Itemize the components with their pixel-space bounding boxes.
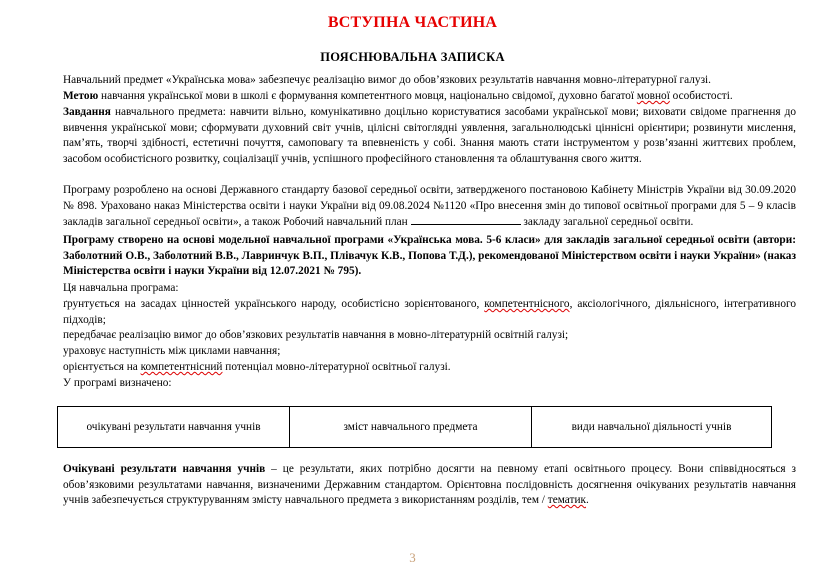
- li4-text-a: орієнтується на: [63, 361, 141, 373]
- defined-label: У програмі визначено:: [63, 377, 172, 389]
- page-number: 3: [409, 550, 416, 565]
- list-item-continuity: ураховує наступність між циклами навчання;: [63, 345, 281, 357]
- tasks-text: навчального предмета: навчити вільно, комунікативно доцільно користуватися засобами української мови; виховати свідоме прагнення до вивчення української мови; сформувати духовний світ учнів, цілісні світоглядні уявлення, загальнолюдські ціннісні орієнтири; розвинути мислення, пам’ять, творчі здібності, естетичні почуття, самоповагу та впевненість у собі. Знання мають стати інструментом у розв’язанні життєвих проблем, засобом особистісного розвитку, соціалізації учнів, успішного професійного становлення та облаштування свого життя.: [63, 106, 796, 165]
- expected-results-label: Очікувані результати навчання учнів: [63, 463, 266, 475]
- li1-text-a: ґрунтується на засадах цінностей українського народу, особистісно зорієнтованого,: [63, 298, 485, 310]
- basis-text-b: закладу загальної середньої освіти.: [520, 216, 694, 228]
- paragraph-goal: [63, 89, 796, 105]
- goal-text-a: навчання української мови в школі є формування компетентного мовця, національно свідомої, духовно багатої: [98, 90, 637, 102]
- li4-underlined: компетентнісний: [140, 361, 223, 373]
- model-program-text: Програму створено на основі модельної навчальної програми «Українська мова. 5-6 класи» для закладів загальної середньої освіти (автори: Заболотний О.В., Заболотний В.В., Лавринчук В.П., Плівачук К.В., Попова Т.Д.), рекомендованої Міністерством освіти і науки України» (наказ Міністерства освіти і науки України від 12.07.2021 № 795).: [63, 234, 796, 277]
- goal-text-underlined: мовної: [636, 90, 670, 102]
- li1-underlined: компетентнісного: [484, 298, 570, 310]
- expected-results-text-b: .: [585, 494, 589, 506]
- tasks-label: Завдання: [63, 106, 111, 118]
- expected-results-text-a: – це результати, яких потрібно досягти на певному етапі освітнього процесу. Вони співвідносяться з обов’язковими результатами навчання, визначеними Державним стандартом. Орієнтовна послідовність досягнення очікуваних результатів навчання учнів забезпечується структуруванням змісту навчального предмета з використанням розділів, тем /: [63, 463, 796, 506]
- li1-text-b: , аксіологічного, діяльнісного, інтегративного підходів;: [63, 298, 796, 326]
- blank-line: [411, 214, 521, 225]
- table-cell-activities: види навчальної діяльності учнів: [571, 421, 732, 433]
- basis-text-a: Програму розроблено на основі Державного стандарту базової середньої освіти, затвердженого постановою Кабінету Міністрів України від 30.09.2020 № 898. Ураховано наказ Міністерства освіти і науки України від 09.08.2024 №1120 «Про внесення змін до типової освітньої програми для 5 – 9 класів закладів загальної середньої освіти», а також Робочий навчальний план: [63, 184, 796, 228]
- program-intro: Ця навчальна програма:: [63, 282, 179, 294]
- paragraph-tasks: [63, 105, 796, 167]
- subsection-title: ПОЯСНЮВАЛЬНА ЗАПИСКА: [320, 50, 505, 64]
- paragraph-expected-results: [63, 462, 796, 509]
- paragraph-basis: [63, 183, 796, 231]
- goal-text-b: особистості.: [669, 90, 733, 102]
- list-item-potential: [63, 360, 451, 376]
- paragraph-intro: [63, 73, 796, 89]
- section-title: ВСТУПНА ЧАСТИНА: [327, 14, 498, 31]
- expected-results-underlined: тематик: [547, 494, 586, 506]
- program-components-table: [57, 406, 772, 448]
- list-item-values: [63, 297, 796, 328]
- table-cell-results: очікувані результати навчання учнів: [58, 407, 290, 447]
- paragraph-intro-text: Навчальний предмет «Українська мова» забезпечує реалізацію вимог до обов’язкових результатів навчання мовно-літературної галузі.: [63, 74, 712, 86]
- table-cell-content: зміст навчального предмета: [290, 407, 532, 447]
- li4-text-b: потенціал мовно-літературної освітньої галузі.: [222, 361, 451, 373]
- list-item-requirements: передбачає реалізацію вимог до обов’язкових результатів навчання в мовно-літературній освітній галузі;: [63, 329, 569, 341]
- goal-label: Метою: [63, 90, 99, 102]
- paragraph-model: [63, 233, 796, 280]
